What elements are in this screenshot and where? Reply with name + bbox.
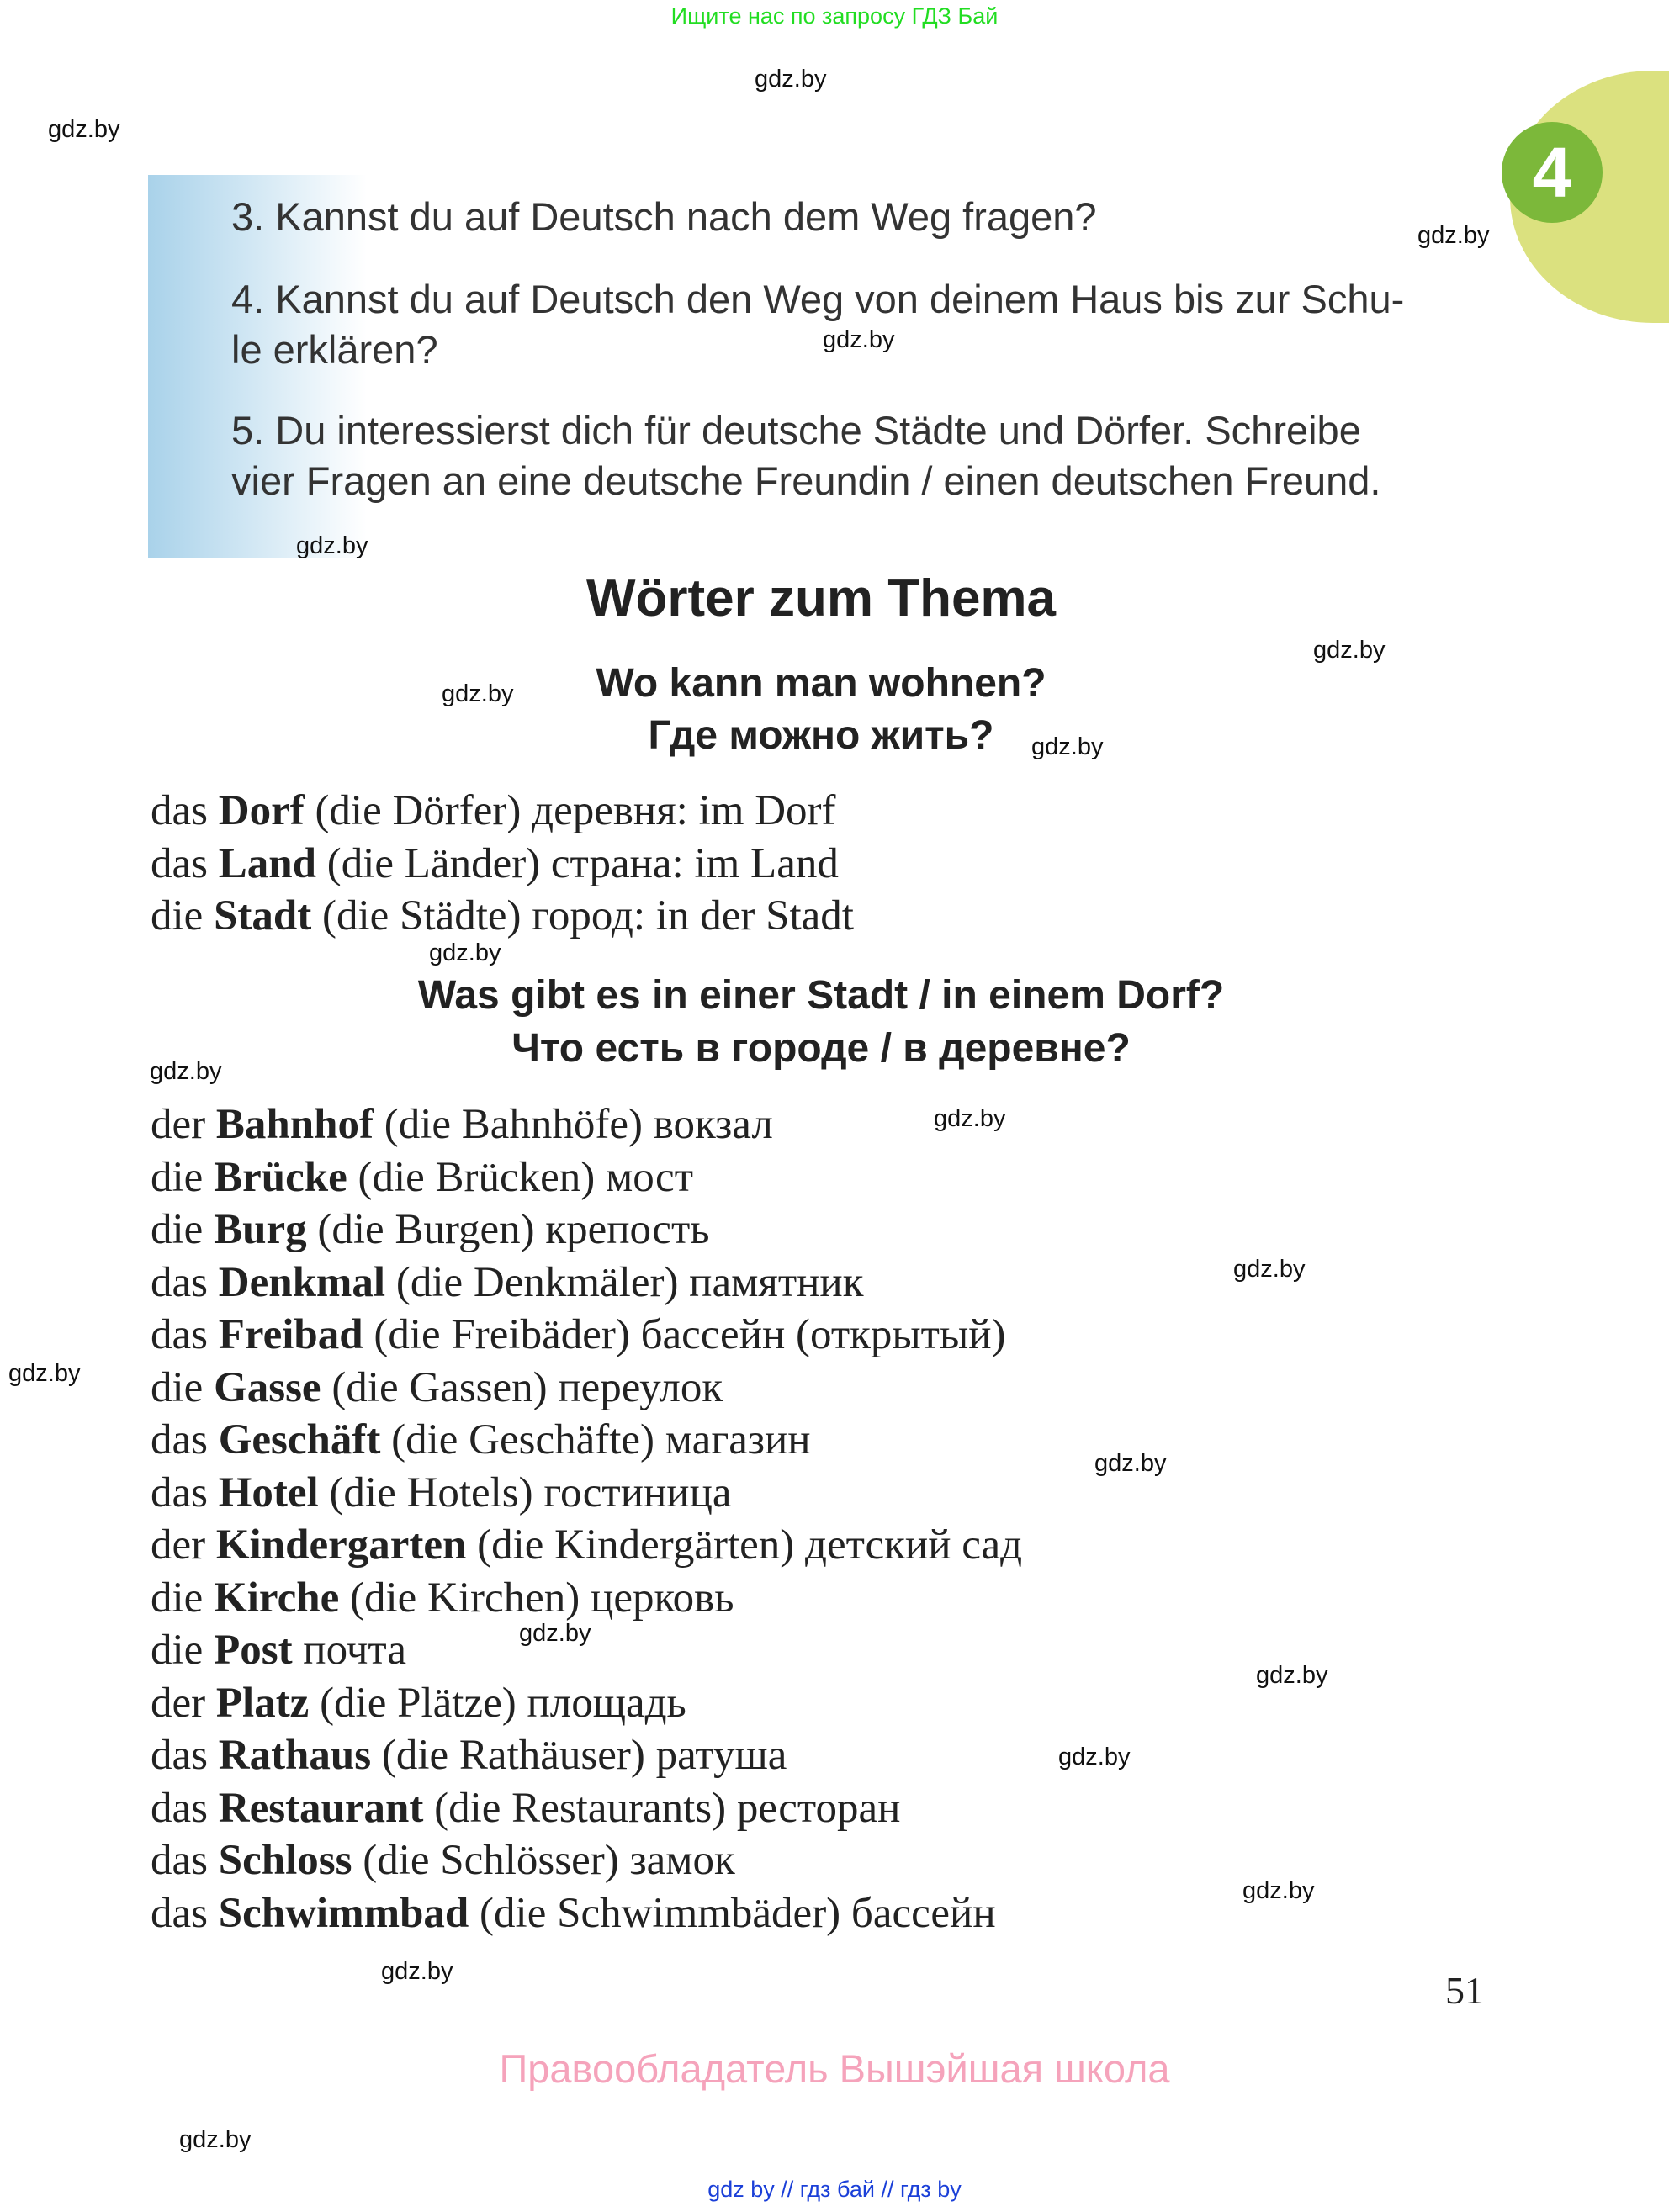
vocab-item [151, 1467, 1022, 1520]
page-title: Wörter zum Thema [585, 569, 1057, 627]
watermark: gdz.by [442, 680, 514, 707]
watermark: gdz.by [1417, 222, 1490, 249]
vocab-art: der [151, 1679, 216, 1727]
vocab-item [151, 1309, 1022, 1362]
vocab-item [151, 1572, 1022, 1625]
vocab-art: der [151, 1101, 216, 1148]
vocab-word: Gasse [214, 1363, 321, 1411]
watermark: gdz.by [1094, 1450, 1167, 1477]
question-line: 5. Du interessierst dich für deutsche Städte und Dörfer. Schreibe [231, 408, 1361, 452]
vocab-art: das [151, 1468, 219, 1516]
vocab-rest: (die Hotels) гостиница [318, 1468, 732, 1516]
vocab-item [151, 1362, 1022, 1415]
vocab-rest: (die Freibäder) бассейн (открытый) [363, 1311, 1006, 1358]
watermark: gdz.by [429, 939, 501, 966]
vocab-item [151, 1414, 1022, 1467]
watermark: gdz.by [179, 2126, 252, 2153]
watermark: gdz.by [1313, 637, 1386, 664]
question-line: 4. Kannst du auf Deutsch den Weg von deinem Haus bis zur Schu- [231, 277, 1405, 321]
watermark: gdz.by [1031, 733, 1104, 760]
vocab-word: Denkmal [218, 1258, 386, 1306]
vocab-word: Schloss [218, 1837, 352, 1884]
section1-heading-de: Wo kann man wohnen? [596, 661, 1046, 706]
vocab-word: Restaurant [218, 1784, 424, 1832]
vocab-item [151, 1782, 1022, 1835]
copyright-notice: Правообладатель Вышэйшая школа [499, 2046, 1170, 2091]
vocab-art: das [151, 1784, 219, 1832]
search-hint: Ищите нас по запросу ГДЗ Бай [670, 3, 999, 29]
vocab-item [151, 1729, 1022, 1782]
vocab-item [151, 1834, 1022, 1887]
vocab-word: Platz [215, 1679, 310, 1727]
vocab-rest: (die Plätze) площадь [309, 1679, 686, 1727]
vocab-list-1 [151, 785, 854, 943]
watermark: gdz.by [823, 326, 895, 353]
vocab-word: Brücke [214, 1153, 347, 1201]
vocab-word: Stadt [214, 892, 312, 939]
vocab-rest: (die Schwimmbäder) бассейн [469, 1889, 996, 1937]
watermark: gdz.by [296, 532, 368, 559]
footer-links[interactable]: gdz by // гдз бай // гдз by [707, 2177, 962, 2202]
vocab-art: die [151, 1206, 215, 1253]
question-line: 3. Kannst du auf Deutsch nach dem Weg fragen? [231, 194, 1097, 239]
question-line: le erklären? [231, 327, 438, 372]
vocab-word: Rathaus [218, 1732, 372, 1779]
vocab-item [151, 1677, 1022, 1730]
vocab-rest: (die Burgen) крепость [306, 1206, 710, 1253]
watermark: gdz.by [8, 1360, 81, 1387]
vocab-item [151, 785, 854, 838]
vocab-art: das [151, 1258, 219, 1306]
watermark: gdz.by [1256, 1662, 1328, 1689]
vocab-art: die [151, 1574, 215, 1622]
vocab-rest: (die Dörfer) деревня: im Dorf [304, 787, 836, 834]
vocab-item [151, 890, 854, 943]
vocab-rest: (die Länder) страна: im Land [315, 839, 839, 887]
vocab-item [151, 1887, 1022, 1940]
vocab-art: das [151, 1732, 219, 1779]
vocab-rest: (die Restaurants) ресторан [423, 1784, 901, 1832]
vocab-word: Land [218, 839, 316, 887]
vocab-art: das [151, 1837, 219, 1884]
question-4 [231, 274, 1510, 375]
section2-heading-de: Was gibt es in einer Stadt / in einem Dorf? [417, 973, 1225, 1018]
vocab-rest: (die Städte) город: in der Stadt [311, 892, 854, 939]
vocab-word: Schwimmbad [218, 1889, 469, 1937]
vocab-rest: (die Kindergärten) детский сад [466, 1521, 1023, 1569]
vocab-art: die [151, 892, 215, 939]
vocab-rest: (die Denkmäler) памятник [385, 1258, 864, 1306]
vocab-word: Kindergarten [215, 1521, 467, 1569]
question-5 [231, 405, 1510, 506]
vocab-art: das [151, 839, 219, 887]
vocab-item [151, 1257, 1022, 1310]
vocab-word: Burg [214, 1206, 307, 1253]
vocab-art: die [151, 1627, 215, 1674]
vocab-art: das [151, 787, 219, 834]
question-line: vier Fragen an eine deutsche Freundin / einen deutschen Freund. [231, 458, 1381, 503]
vocab-word: Freibad [218, 1311, 363, 1358]
vocab-rest: (die Brücken) мост [347, 1153, 693, 1201]
page-number: 51 [1445, 1969, 1484, 2012]
section2-heading-ru: Что есть в городе / в деревне? [511, 1026, 1131, 1071]
chapter-badge: 4 [1502, 122, 1603, 223]
vocab-art: die [151, 1153, 215, 1201]
vocab-word: Hotel [218, 1468, 319, 1516]
vocab-item [151, 1204, 1022, 1257]
vocab-rest: почта [292, 1627, 406, 1674]
section1-heading-ru: Где можно жить? [648, 713, 994, 758]
vocab-art: das [151, 1889, 219, 1937]
vocab-item [151, 838, 854, 891]
watermark: gdz.by [48, 116, 120, 143]
watermark: gdz.by [150, 1058, 222, 1085]
vocab-rest: (die Gassen) переулок [321, 1363, 723, 1411]
watermark: gdz.by [1233, 1256, 1306, 1283]
question-3 [231, 192, 1510, 242]
vocab-art: der [151, 1521, 216, 1569]
vocab-rest: (die Kirchen) церковь [339, 1574, 734, 1622]
vocab-item [151, 1098, 1022, 1151]
vocab-item [151, 1519, 1022, 1572]
watermark: gdz.by [519, 1620, 591, 1647]
vocab-art: das [151, 1416, 219, 1463]
vocab-list-2 [151, 1098, 1022, 1939]
vocab-rest: (die Schlösser) замок [352, 1837, 735, 1884]
watermark: gdz.by [934, 1105, 1006, 1132]
vocab-item [151, 1151, 1022, 1204]
watermark: gdz.by [1242, 1877, 1315, 1904]
vocab-word: Dorf [218, 787, 305, 834]
watermark: gdz.by [755, 66, 827, 93]
vocab-rest: (die Bahnhöfe) вокзал [373, 1101, 773, 1148]
watermark: gdz.by [1058, 1744, 1131, 1770]
vocab-word: Kirche [214, 1574, 340, 1622]
watermark: gdz.by [381, 1958, 453, 1985]
vocab-word: Bahnhof [215, 1101, 374, 1148]
vocab-art: das [151, 1311, 219, 1358]
vocab-rest: (die Rathäuser) ратуша [371, 1732, 787, 1779]
vocab-art: die [151, 1363, 215, 1411]
vocab-rest: (die Geschäfte) магазин [380, 1416, 811, 1463]
vocab-word: Geschäft [218, 1416, 381, 1463]
vocab-word: Post [214, 1627, 293, 1674]
